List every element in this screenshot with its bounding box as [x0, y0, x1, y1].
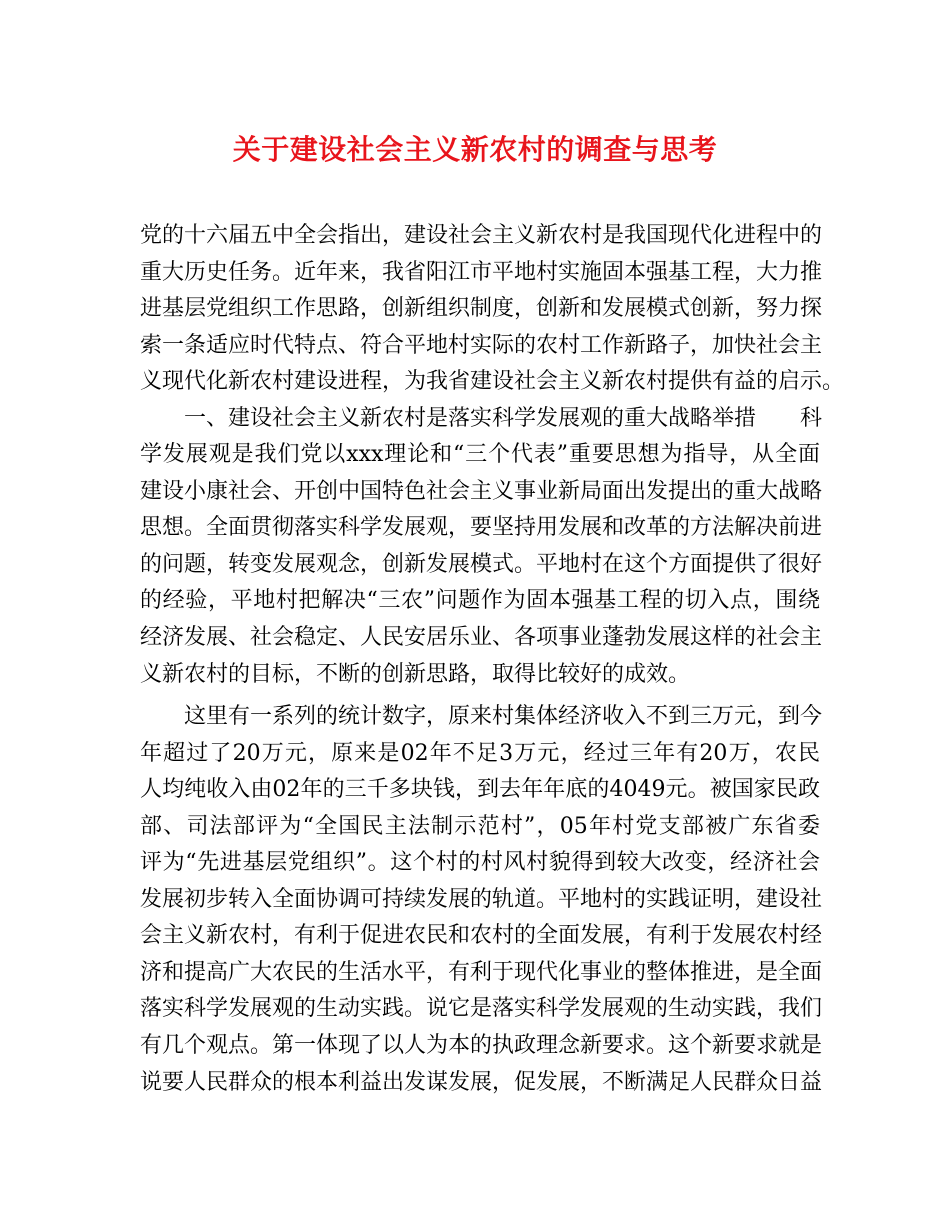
text-line: 年超过了20万元，原来是02年不足3万元，经过三年有20万，农民: [140, 740, 820, 766]
document-title: 关于建设社会主义新农村的调查与思考: [232, 133, 718, 166]
text-line: 经济发展、社会稳定、人民安居乐业、各项事业蓬勃发展这样的社会主: [140, 625, 823, 651]
text-line: 重大历史任务。近年来，我省阳江市平地村实施固本强基工程，大力推: [140, 259, 823, 285]
document-body: [140, 218, 845, 1101]
text-line: 会主义新农村，有利于促进农民和农村的全面发展，有利于发展农村经: [140, 923, 823, 949]
text-line: 义新农村的目标，不断的创新思路，取得比较好的成效。: [140, 661, 691, 687]
text-line: 学发展观是我们党以xxx理论和“三个代表”重要思想为指导，从全面: [140, 442, 820, 468]
text-line: 说要人民群众的根本利益出发谋发展，促发展，不断满足人民群众日益: [140, 1069, 823, 1095]
text-line: 评为“先进基层党组织”。这个村的村风村貌得到较大改变，经济社会: [140, 850, 820, 876]
text-line: 人均纯收入由02年的三千多块钱，到去年年底的4049元。被国家民政: [140, 777, 820, 803]
text-line: 发展初步转入全面协调可持续发展的轨道。平地村的实践证明，建设社: [140, 886, 823, 912]
text-line: 的问题，转变发展观念，创新发展模式。平地村在这个方面提供了很好: [140, 551, 823, 577]
text-line: 有几个观点。第一体现了以人为本的执政理念新要求。这个新要求就是: [140, 1033, 823, 1059]
text-line: 思想。全面贯彻落实科学发展观，要坚持用发展和改革的方法解决前进: [140, 515, 823, 541]
text-line: 济和提高广大农民的生活水平，有利于现代化事业的整体推进，是全面: [140, 959, 823, 985]
text-line: 落实科学发展观的生动实践。说它是落实科学发展观的生动实践，我们: [140, 996, 823, 1022]
text-line: 建设小康社会、开创中国特色社会主义事业新局面出发提出的重大战略: [140, 478, 823, 504]
text-line: 一、建设社会主义新农村是落实科学发展观的重大战略举措 科: [140, 405, 823, 431]
text-line: 这里有一系列的统计数字，原来村集体经济收入不到三万元，到今: [140, 704, 823, 730]
text-line: 索一条适应时代特点、符合平地村实际的农村工作新路子，加快社会主: [140, 332, 823, 358]
text-line: 进基层党组织工作思路，创新组织制度，创新和发展模式创新，努力探: [140, 296, 823, 322]
text-line: 部、司法部评为“全国民主法制示范村”，05年村党支部被广东省委: [140, 813, 820, 839]
text-line: 党的十六届五中全会指出，建设社会主义新农村是我国现代化进程中的: [140, 223, 823, 248]
text-line: 的经验，平地村把解决“三农”问题作为固本强基工程的切入点，围绕: [140, 588, 820, 614]
text-line: 义现代化新农村建设进程，为我省建设社会主义新农村提供有益的启示。: [140, 369, 845, 395]
